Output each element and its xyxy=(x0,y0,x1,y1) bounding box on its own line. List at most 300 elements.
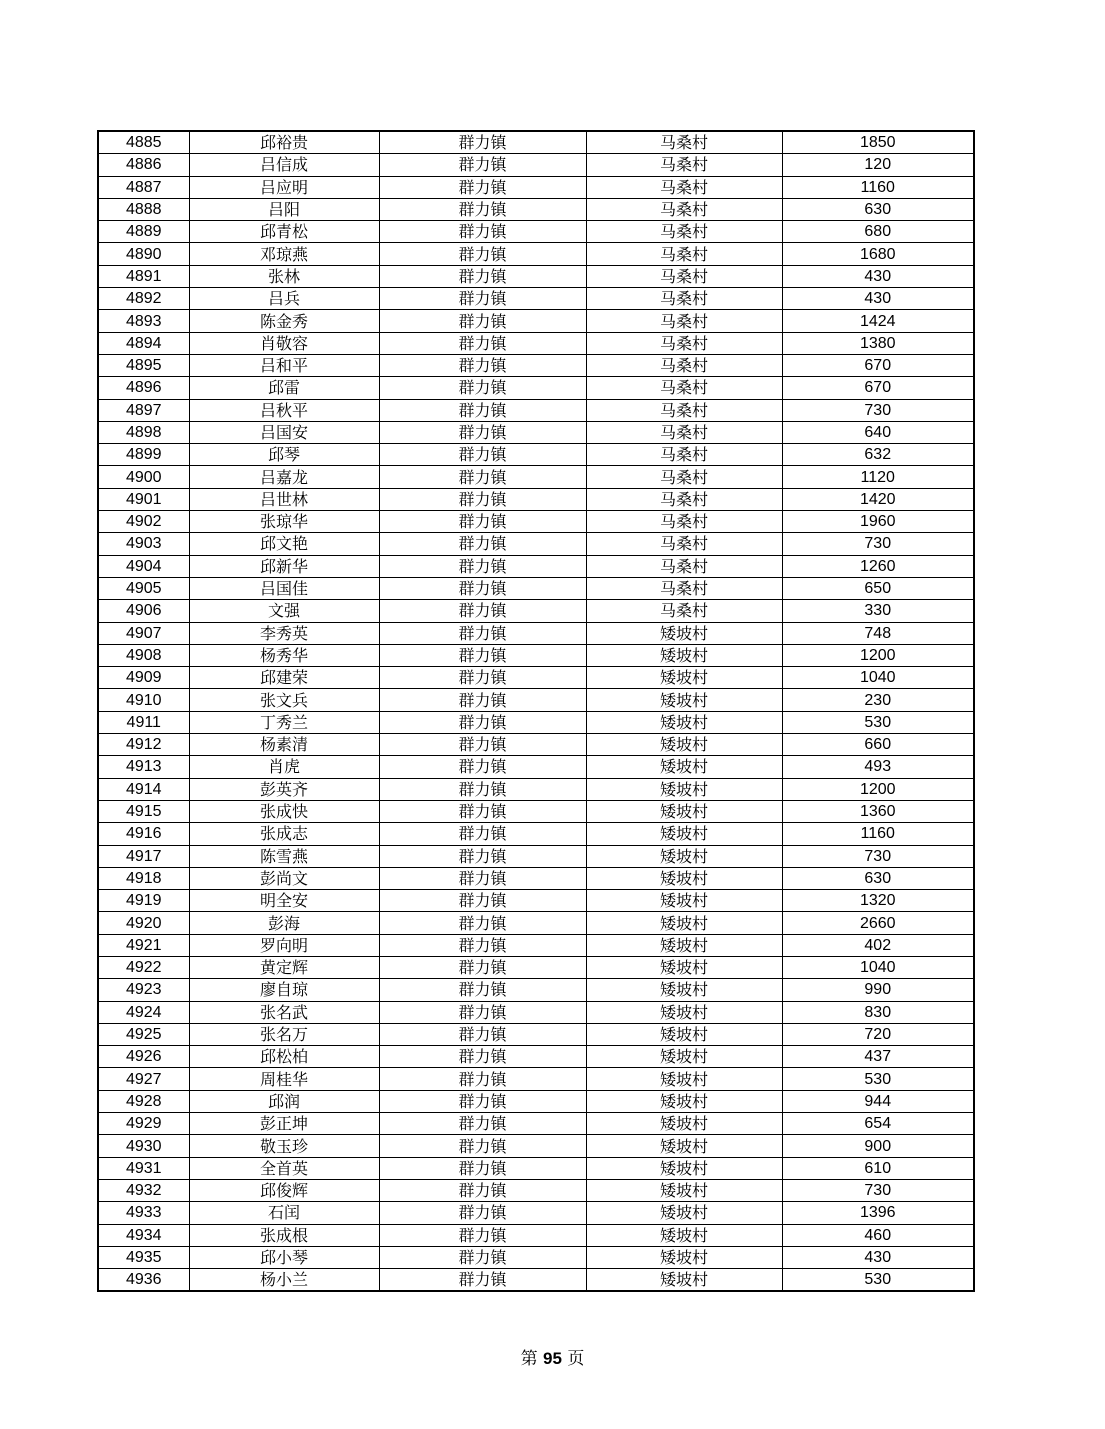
table-row xyxy=(98,711,974,733)
table-row xyxy=(98,1001,974,1023)
town-name-cell: 群力镇 xyxy=(379,667,586,689)
person-name-cell: 明全安 xyxy=(189,890,379,912)
roster-table xyxy=(97,130,975,1292)
village-name-cell: 矮坡村 xyxy=(586,1046,782,1068)
table-row xyxy=(98,600,974,622)
table-row xyxy=(98,198,974,220)
town-name-cell: 群力镇 xyxy=(379,845,586,867)
amount-value-cell: 1420 xyxy=(782,488,974,510)
town-name-cell: 群力镇 xyxy=(379,488,586,510)
row-number-cell: 4905 xyxy=(98,577,189,599)
town-name-cell: 群力镇 xyxy=(379,600,586,622)
row-number-cell: 4895 xyxy=(98,354,189,376)
row-number-cell: 4901 xyxy=(98,488,189,510)
amount-value-cell: 493 xyxy=(782,756,974,778)
village-name-cell: 矮坡村 xyxy=(586,711,782,733)
table-row xyxy=(98,934,974,956)
village-name-cell: 矮坡村 xyxy=(586,1090,782,1112)
village-name-cell: 马桑村 xyxy=(586,354,782,376)
table-row xyxy=(98,1179,974,1201)
village-name-cell: 矮坡村 xyxy=(586,1023,782,1045)
row-number-cell: 4906 xyxy=(98,600,189,622)
table-row xyxy=(98,1023,974,1045)
town-name-cell: 群力镇 xyxy=(379,979,586,1001)
village-name-cell: 矮坡村 xyxy=(586,734,782,756)
person-name-cell: 吕信成 xyxy=(189,154,379,176)
row-number-cell: 4926 xyxy=(98,1046,189,1068)
table-row xyxy=(98,644,974,666)
footer-prefix: 第 xyxy=(520,1349,538,1369)
table-row xyxy=(98,1113,974,1135)
person-name-cell: 黄定辉 xyxy=(189,956,379,978)
person-name-cell: 张名武 xyxy=(189,1001,379,1023)
village-name-cell: 矮坡村 xyxy=(586,1179,782,1201)
row-number-cell: 4932 xyxy=(98,1179,189,1201)
amount-value-cell: 1160 xyxy=(782,176,974,198)
footer-suffix: 页 xyxy=(567,1349,585,1369)
village-name-cell: 马桑村 xyxy=(586,332,782,354)
village-name-cell: 矮坡村 xyxy=(586,912,782,934)
amount-value-cell: 530 xyxy=(782,1068,974,1090)
table-row xyxy=(98,154,974,176)
town-name-cell: 群力镇 xyxy=(379,1023,586,1045)
person-name-cell: 邱雷 xyxy=(189,377,379,399)
village-name-cell: 马桑村 xyxy=(586,265,782,287)
row-number-cell: 4919 xyxy=(98,890,189,912)
person-name-cell: 廖自琼 xyxy=(189,979,379,1001)
person-name-cell: 杨小兰 xyxy=(189,1269,379,1292)
amount-value-cell: 1160 xyxy=(782,823,974,845)
person-name-cell: 邱琴 xyxy=(189,444,379,466)
town-name-cell: 群力镇 xyxy=(379,288,586,310)
amount-value-cell: 730 xyxy=(782,533,974,555)
row-number-cell: 4887 xyxy=(98,176,189,198)
village-name-cell: 矮坡村 xyxy=(586,1224,782,1246)
table-row xyxy=(98,1046,974,1068)
person-name-cell: 彭正坤 xyxy=(189,1113,379,1135)
town-name-cell: 群力镇 xyxy=(379,466,586,488)
amount-value-cell: 230 xyxy=(782,689,974,711)
table-row xyxy=(98,1090,974,1112)
town-name-cell: 群力镇 xyxy=(379,1046,586,1068)
table-row xyxy=(98,890,974,912)
table-row xyxy=(98,756,974,778)
amount-value-cell: 530 xyxy=(782,711,974,733)
town-name-cell: 群力镇 xyxy=(379,1179,586,1201)
row-number-cell: 4890 xyxy=(98,243,189,265)
row-number-cell: 4925 xyxy=(98,1023,189,1045)
row-number-cell: 4894 xyxy=(98,332,189,354)
row-number-cell: 4889 xyxy=(98,221,189,243)
person-name-cell: 张琼华 xyxy=(189,511,379,533)
row-number-cell: 4915 xyxy=(98,800,189,822)
person-name-cell: 邓琼燕 xyxy=(189,243,379,265)
person-name-cell: 陈雪燕 xyxy=(189,845,379,867)
table-row xyxy=(98,555,974,577)
town-name-cell: 群力镇 xyxy=(379,800,586,822)
village-name-cell: 马桑村 xyxy=(586,221,782,243)
town-name-cell: 群力镇 xyxy=(379,221,586,243)
person-name-cell: 吕世林 xyxy=(189,488,379,510)
person-name-cell: 周桂华 xyxy=(189,1068,379,1090)
town-name-cell: 群力镇 xyxy=(379,711,586,733)
table-row xyxy=(98,1202,974,1224)
amount-value-cell: 430 xyxy=(782,265,974,287)
amount-value-cell: 990 xyxy=(782,979,974,1001)
amount-value-cell: 460 xyxy=(782,1224,974,1246)
village-name-cell: 马桑村 xyxy=(586,444,782,466)
amount-value-cell: 120 xyxy=(782,154,974,176)
row-number-cell: 4910 xyxy=(98,689,189,711)
row-number-cell: 4930 xyxy=(98,1135,189,1157)
village-name-cell: 矮坡村 xyxy=(586,956,782,978)
amount-value-cell: 402 xyxy=(782,934,974,956)
table-row xyxy=(98,533,974,555)
table-row xyxy=(98,689,974,711)
row-number-cell: 4924 xyxy=(98,1001,189,1023)
amount-value-cell: 1120 xyxy=(782,466,974,488)
village-name-cell: 马桑村 xyxy=(586,288,782,310)
village-name-cell: 矮坡村 xyxy=(586,756,782,778)
table-row xyxy=(98,622,974,644)
village-name-cell: 矮坡村 xyxy=(586,890,782,912)
village-name-cell: 矮坡村 xyxy=(586,1113,782,1135)
amount-value-cell: 720 xyxy=(782,1023,974,1045)
table-row xyxy=(98,377,974,399)
town-name-cell: 群力镇 xyxy=(379,1113,586,1135)
village-name-cell: 矮坡村 xyxy=(586,1135,782,1157)
amount-value-cell: 630 xyxy=(782,198,974,220)
amount-value-cell: 830 xyxy=(782,1001,974,1023)
town-name-cell: 群力镇 xyxy=(379,823,586,845)
table-row xyxy=(98,221,974,243)
row-number-cell: 4900 xyxy=(98,466,189,488)
table-row xyxy=(98,1269,974,1292)
amount-value-cell: 1424 xyxy=(782,310,974,332)
table-row xyxy=(98,421,974,443)
town-name-cell: 群力镇 xyxy=(379,243,586,265)
amount-value-cell: 1320 xyxy=(782,890,974,912)
person-name-cell: 张成根 xyxy=(189,1224,379,1246)
town-name-cell: 群力镇 xyxy=(379,377,586,399)
person-name-cell: 吕国佳 xyxy=(189,577,379,599)
person-name-cell: 李秀英 xyxy=(189,622,379,644)
table-row xyxy=(98,288,974,310)
town-name-cell: 群力镇 xyxy=(379,399,586,421)
amount-value-cell: 680 xyxy=(782,221,974,243)
person-name-cell: 陈金秀 xyxy=(189,310,379,332)
table-row xyxy=(98,823,974,845)
amount-value-cell: 660 xyxy=(782,734,974,756)
amount-value-cell: 900 xyxy=(782,1135,974,1157)
row-number-cell: 4929 xyxy=(98,1113,189,1135)
row-number-cell: 4911 xyxy=(98,711,189,733)
town-name-cell: 群力镇 xyxy=(379,176,586,198)
row-number-cell: 4916 xyxy=(98,823,189,845)
row-number-cell: 4904 xyxy=(98,555,189,577)
town-name-cell: 群力镇 xyxy=(379,265,586,287)
person-name-cell: 吕国安 xyxy=(189,421,379,443)
person-name-cell: 彭海 xyxy=(189,912,379,934)
person-name-cell: 石闰 xyxy=(189,1202,379,1224)
amount-value-cell: 730 xyxy=(782,1179,974,1201)
village-name-cell: 矮坡村 xyxy=(586,1269,782,1292)
row-number-cell: 4913 xyxy=(98,756,189,778)
row-number-cell: 4934 xyxy=(98,1224,189,1246)
row-number-cell: 4936 xyxy=(98,1269,189,1292)
amount-value-cell: 1960 xyxy=(782,511,974,533)
amount-value-cell: 330 xyxy=(782,600,974,622)
table-row xyxy=(98,332,974,354)
person-name-cell: 吕秋平 xyxy=(189,399,379,421)
village-name-cell: 马桑村 xyxy=(586,131,782,154)
village-name-cell: 矮坡村 xyxy=(586,778,782,800)
person-name-cell: 吕兵 xyxy=(189,288,379,310)
town-name-cell: 群力镇 xyxy=(379,734,586,756)
amount-value-cell: 748 xyxy=(782,622,974,644)
village-name-cell: 马桑村 xyxy=(586,577,782,599)
amount-value-cell: 530 xyxy=(782,1269,974,1292)
village-name-cell: 矮坡村 xyxy=(586,823,782,845)
table-row xyxy=(98,778,974,800)
village-name-cell: 矮坡村 xyxy=(586,1246,782,1268)
table-row xyxy=(98,956,974,978)
person-name-cell: 丁秀兰 xyxy=(189,711,379,733)
row-number-cell: 4931 xyxy=(98,1157,189,1179)
amount-value-cell: 730 xyxy=(782,399,974,421)
village-name-cell: 矮坡村 xyxy=(586,622,782,644)
village-name-cell: 矮坡村 xyxy=(586,867,782,889)
row-number-cell: 4897 xyxy=(98,399,189,421)
town-name-cell: 群力镇 xyxy=(379,332,586,354)
town-name-cell: 群力镇 xyxy=(379,689,586,711)
town-name-cell: 群力镇 xyxy=(379,421,586,443)
person-name-cell: 张成快 xyxy=(189,800,379,822)
village-name-cell: 矮坡村 xyxy=(586,1202,782,1224)
table-row xyxy=(98,577,974,599)
amount-value-cell: 640 xyxy=(782,421,974,443)
table-row xyxy=(98,1246,974,1268)
village-name-cell: 矮坡村 xyxy=(586,800,782,822)
person-name-cell: 吕和平 xyxy=(189,354,379,376)
table-row xyxy=(98,667,974,689)
page-footer xyxy=(0,1344,1105,1369)
village-name-cell: 矮坡村 xyxy=(586,689,782,711)
row-number-cell: 4902 xyxy=(98,511,189,533)
person-name-cell: 吕应明 xyxy=(189,176,379,198)
row-number-cell: 4918 xyxy=(98,867,189,889)
row-number-cell: 4935 xyxy=(98,1246,189,1268)
person-name-cell: 邱裕贵 xyxy=(189,131,379,154)
village-name-cell: 矮坡村 xyxy=(586,1157,782,1179)
row-number-cell: 4912 xyxy=(98,734,189,756)
town-name-cell: 群力镇 xyxy=(379,198,586,220)
town-name-cell: 群力镇 xyxy=(379,778,586,800)
amount-value-cell: 630 xyxy=(782,867,974,889)
amount-value-cell: 1380 xyxy=(782,332,974,354)
village-name-cell: 矮坡村 xyxy=(586,845,782,867)
table-row xyxy=(98,488,974,510)
town-name-cell: 群力镇 xyxy=(379,354,586,376)
person-name-cell: 罗向明 xyxy=(189,934,379,956)
row-number-cell: 4928 xyxy=(98,1090,189,1112)
table-row xyxy=(98,979,974,1001)
town-name-cell: 群力镇 xyxy=(379,555,586,577)
amount-value-cell: 1200 xyxy=(782,778,974,800)
amount-value-cell: 1260 xyxy=(782,555,974,577)
village-name-cell: 马桑村 xyxy=(586,377,782,399)
amount-value-cell: 437 xyxy=(782,1046,974,1068)
town-name-cell: 群力镇 xyxy=(379,1269,586,1292)
row-number-cell: 4899 xyxy=(98,444,189,466)
amount-value-cell: 1200 xyxy=(782,644,974,666)
village-name-cell: 矮坡村 xyxy=(586,667,782,689)
table-row xyxy=(98,354,974,376)
amount-value-cell: 730 xyxy=(782,845,974,867)
person-name-cell: 邱俊辉 xyxy=(189,1179,379,1201)
roster-table-body xyxy=(98,131,974,1291)
row-number-cell: 4921 xyxy=(98,934,189,956)
row-number-cell: 4903 xyxy=(98,533,189,555)
town-name-cell: 群力镇 xyxy=(379,644,586,666)
village-name-cell: 马桑村 xyxy=(586,466,782,488)
town-name-cell: 群力镇 xyxy=(379,1090,586,1112)
town-name-cell: 群力镇 xyxy=(379,131,586,154)
row-number-cell: 4886 xyxy=(98,154,189,176)
table-row xyxy=(98,131,974,154)
amount-value-cell: 650 xyxy=(782,577,974,599)
row-number-cell: 4923 xyxy=(98,979,189,1001)
town-name-cell: 群力镇 xyxy=(379,444,586,466)
person-name-cell: 邱小琴 xyxy=(189,1246,379,1268)
village-name-cell: 矮坡村 xyxy=(586,979,782,1001)
person-name-cell: 吕阳 xyxy=(189,198,379,220)
village-name-cell: 矮坡村 xyxy=(586,644,782,666)
row-number-cell: 4922 xyxy=(98,956,189,978)
amount-value-cell: 1850 xyxy=(782,131,974,154)
row-number-cell: 4888 xyxy=(98,198,189,220)
village-name-cell: 马桑村 xyxy=(586,555,782,577)
town-name-cell: 群力镇 xyxy=(379,1224,586,1246)
amount-value-cell: 1040 xyxy=(782,667,974,689)
person-name-cell: 邱润 xyxy=(189,1090,379,1112)
village-name-cell: 马桑村 xyxy=(586,488,782,510)
table-row xyxy=(98,310,974,332)
amount-value-cell: 670 xyxy=(782,377,974,399)
person-name-cell: 吕嘉龙 xyxy=(189,466,379,488)
amount-value-cell: 2660 xyxy=(782,912,974,934)
table-row xyxy=(98,399,974,421)
village-name-cell: 矮坡村 xyxy=(586,1001,782,1023)
row-number-cell: 4909 xyxy=(98,667,189,689)
village-name-cell: 马桑村 xyxy=(586,399,782,421)
town-name-cell: 群力镇 xyxy=(379,533,586,555)
village-name-cell: 马桑村 xyxy=(586,176,782,198)
table-row xyxy=(98,1135,974,1157)
town-name-cell: 群力镇 xyxy=(379,867,586,889)
table-row xyxy=(98,734,974,756)
row-number-cell: 4898 xyxy=(98,421,189,443)
village-name-cell: 马桑村 xyxy=(586,421,782,443)
town-name-cell: 群力镇 xyxy=(379,154,586,176)
amount-value-cell: 1360 xyxy=(782,800,974,822)
person-name-cell: 张成志 xyxy=(189,823,379,845)
village-name-cell: 马桑村 xyxy=(586,154,782,176)
village-name-cell: 矮坡村 xyxy=(586,1068,782,1090)
town-name-cell: 群力镇 xyxy=(379,1068,586,1090)
village-name-cell: 马桑村 xyxy=(586,243,782,265)
row-number-cell: 4907 xyxy=(98,622,189,644)
town-name-cell: 群力镇 xyxy=(379,622,586,644)
page-number: 95 xyxy=(543,1349,562,1368)
person-name-cell: 邱建荣 xyxy=(189,667,379,689)
table-row xyxy=(98,1068,974,1090)
town-name-cell: 群力镇 xyxy=(379,1001,586,1023)
person-name-cell: 杨秀华 xyxy=(189,644,379,666)
town-name-cell: 群力镇 xyxy=(379,310,586,332)
row-number-cell: 4917 xyxy=(98,845,189,867)
village-name-cell: 马桑村 xyxy=(586,511,782,533)
row-number-cell: 4927 xyxy=(98,1068,189,1090)
table-row xyxy=(98,511,974,533)
village-name-cell: 马桑村 xyxy=(586,533,782,555)
amount-value-cell: 670 xyxy=(782,354,974,376)
row-number-cell: 4920 xyxy=(98,912,189,934)
table-row xyxy=(98,243,974,265)
person-name-cell: 文强 xyxy=(189,600,379,622)
person-name-cell: 肖敬容 xyxy=(189,332,379,354)
town-name-cell: 群力镇 xyxy=(379,912,586,934)
table-row xyxy=(98,444,974,466)
amount-value-cell: 1680 xyxy=(782,243,974,265)
town-name-cell: 群力镇 xyxy=(379,1157,586,1179)
person-name-cell: 张名万 xyxy=(189,1023,379,1045)
row-number-cell: 4885 xyxy=(98,131,189,154)
person-name-cell: 邱青松 xyxy=(189,221,379,243)
table-row xyxy=(98,176,974,198)
person-name-cell: 杨素清 xyxy=(189,734,379,756)
person-name-cell: 邱文艳 xyxy=(189,533,379,555)
row-number-cell: 4914 xyxy=(98,778,189,800)
amount-value-cell: 632 xyxy=(782,444,974,466)
amount-value-cell: 654 xyxy=(782,1113,974,1135)
person-name-cell: 邱新华 xyxy=(189,555,379,577)
amount-value-cell: 430 xyxy=(782,1246,974,1268)
row-number-cell: 4893 xyxy=(98,310,189,332)
town-name-cell: 群力镇 xyxy=(379,511,586,533)
table-row xyxy=(98,845,974,867)
table-row xyxy=(98,265,974,287)
town-name-cell: 群力镇 xyxy=(379,577,586,599)
table-row xyxy=(98,867,974,889)
town-name-cell: 群力镇 xyxy=(379,1202,586,1224)
row-number-cell: 4908 xyxy=(98,644,189,666)
person-name-cell: 全首英 xyxy=(189,1157,379,1179)
table-row xyxy=(98,912,974,934)
person-name-cell: 邱松柏 xyxy=(189,1046,379,1068)
row-number-cell: 4891 xyxy=(98,265,189,287)
village-name-cell: 马桑村 xyxy=(586,600,782,622)
amount-value-cell: 1396 xyxy=(782,1202,974,1224)
person-name-cell: 张林 xyxy=(189,265,379,287)
person-name-cell: 敬玉珍 xyxy=(189,1135,379,1157)
village-name-cell: 马桑村 xyxy=(586,198,782,220)
table-row xyxy=(98,1157,974,1179)
person-name-cell: 张文兵 xyxy=(189,689,379,711)
town-name-cell: 群力镇 xyxy=(379,1135,586,1157)
village-name-cell: 矮坡村 xyxy=(586,934,782,956)
town-name-cell: 群力镇 xyxy=(379,890,586,912)
